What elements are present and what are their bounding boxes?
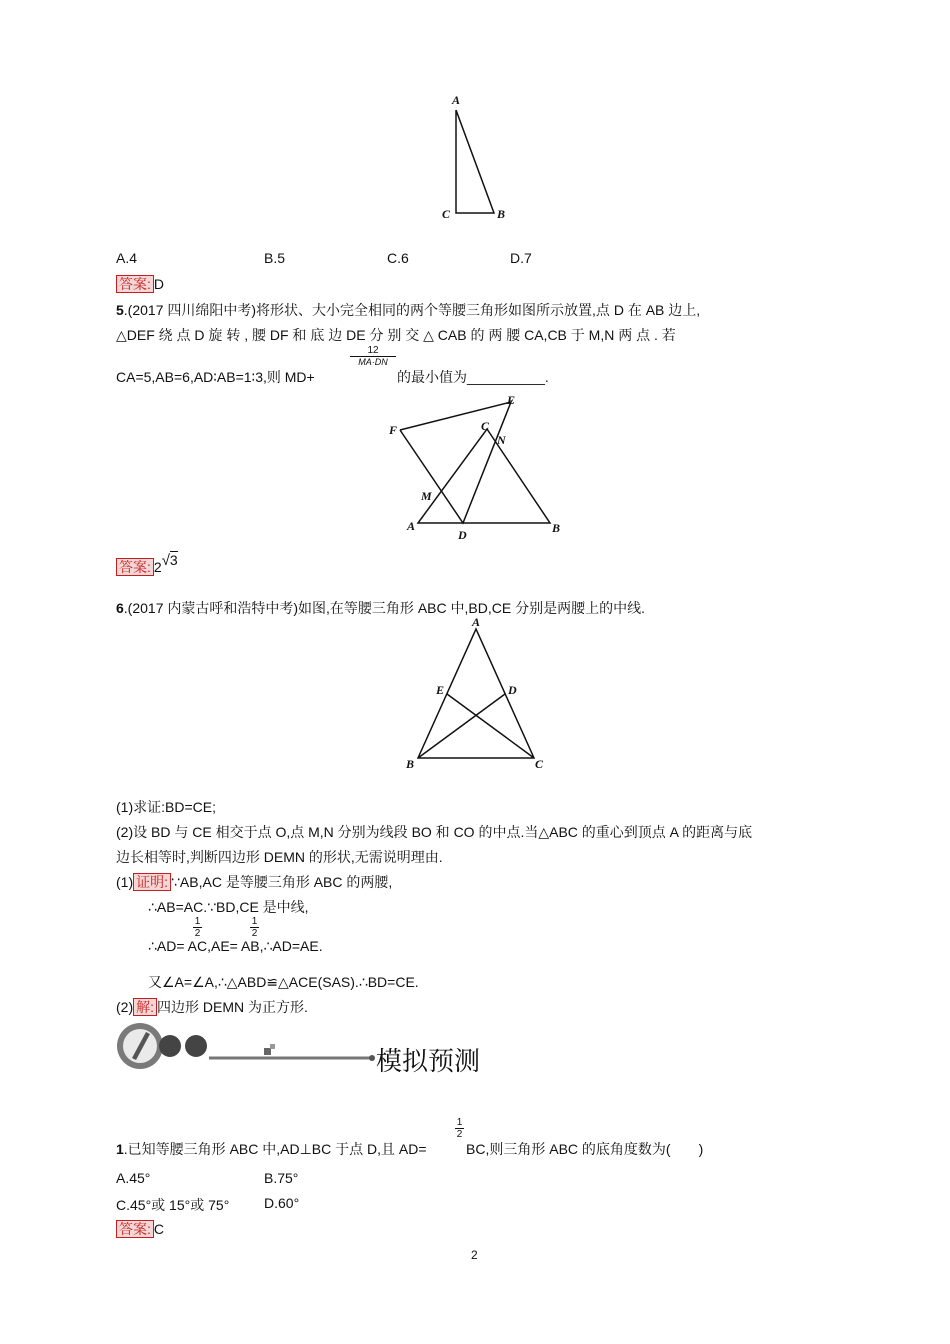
q5-source: .(2017 四川绵阳中考) bbox=[123, 302, 257, 318]
square-icon bbox=[264, 1048, 271, 1055]
m1-stem-pre: .已知等腰三角形 ABC 中,AD⊥BC 于点 D,且 AD= bbox=[123, 1141, 427, 1157]
answer-tag: 答案: bbox=[116, 1220, 154, 1238]
q5-label-e: E bbox=[507, 393, 516, 407]
q6-label-b: B bbox=[406, 757, 415, 771]
half-den: 2 bbox=[194, 928, 201, 939]
section-banner bbox=[114, 1020, 514, 1080]
m1-fraction bbox=[455, 1117, 464, 1140]
q4-option-c: C.6 bbox=[387, 250, 409, 266]
m1-stem bbox=[116, 1139, 427, 1159]
q6-number: 6 bbox=[116, 600, 124, 616]
q6-label-c: C bbox=[535, 757, 544, 771]
q4-triangle bbox=[456, 110, 494, 213]
half-num: 1 bbox=[251, 916, 258, 927]
q6-label-e: E bbox=[436, 683, 445, 697]
q4-label-c: C bbox=[442, 207, 451, 221]
q4-option-d: D.7 bbox=[510, 250, 532, 266]
q5-frac-num: 12 bbox=[350, 345, 396, 357]
q5-line3-post: 的最小值为 bbox=[397, 369, 467, 385]
m1-answer: C bbox=[153, 1221, 165, 1237]
q5-fraction bbox=[350, 345, 396, 367]
q5-label-c: C bbox=[481, 419, 490, 433]
q5-figure bbox=[385, 390, 575, 545]
q5-line3-pre: CA=5,AB=6,AD∶AB=1∶3,则 MD+ bbox=[116, 369, 315, 385]
q6-part2-line1: (2)设 BD 与 CE 相交于点 O,点 M,N 分别为线段 BO 和 CO 的中点.当△ABC 的重心到顶点 A 的距离与底 bbox=[116, 824, 753, 840]
q6-stem-text: 如图,在等腰三角形 ABC 中,BD,CE 分别是两腰上的中线. bbox=[298, 600, 645, 616]
proof-tag: 证明: bbox=[133, 873, 171, 891]
q4-label-a: A bbox=[452, 93, 461, 107]
half-num: 1 bbox=[194, 916, 201, 927]
m1-answer-row bbox=[116, 1220, 164, 1238]
q6-sol1-line3: ∴AD= AC,AE= AB,∴AD=AE. bbox=[148, 938, 323, 954]
q6-median-ce bbox=[447, 694, 534, 758]
q6-label-a: A bbox=[472, 615, 481, 629]
q5-line2: △DEF 绕 点 D 旋 转 , 腰 DF 和 底 边 DE 分 别 交 △ CAB 的 两 腰 CA,CB 于 M,N 两 点 . 若 bbox=[116, 327, 676, 343]
m1-option-c: C.45°或 15°或 75° bbox=[116, 1197, 230, 1213]
q5-label-n: N bbox=[497, 433, 506, 447]
q5-label-d: D bbox=[458, 528, 467, 542]
q5-number: 5 bbox=[116, 302, 124, 318]
q6-sol1-row bbox=[116, 872, 392, 892]
m1-option-a: A.45° bbox=[116, 1170, 151, 1186]
q6-part2-line2: 边长相等时,判断四边形 DEMN 的形状,无需说明理由. bbox=[116, 849, 443, 865]
q4-figure bbox=[430, 90, 520, 225]
q5-label-a: A bbox=[407, 519, 416, 533]
q4-option-b: B.5 bbox=[264, 250, 286, 266]
q5-label-m: M bbox=[421, 489, 432, 503]
m1-frac-num: 1 bbox=[456, 1117, 463, 1128]
m1-number: 1 bbox=[116, 1141, 124, 1157]
dot-icon bbox=[159, 1035, 181, 1057]
radical-icon: √ bbox=[161, 552, 170, 569]
q4-option-a: A.4 bbox=[116, 250, 138, 266]
q5-line1 bbox=[116, 300, 700, 320]
q4-answer-row bbox=[116, 275, 164, 293]
q6-sol2-text: 四边形 DEMN 为正方形. bbox=[157, 999, 308, 1015]
q6-sol1-prefix: (1) bbox=[116, 874, 134, 890]
q4-label-b: B bbox=[497, 207, 506, 221]
q5-label-f: F bbox=[389, 423, 398, 437]
q6-sol2-prefix: (2) bbox=[116, 999, 134, 1015]
m1-option-b: B.75° bbox=[264, 1170, 299, 1186]
q6-median-bd bbox=[418, 694, 505, 758]
q5-line3 bbox=[116, 367, 315, 387]
half-fraction bbox=[250, 916, 259, 939]
answer-tag: 答案: bbox=[116, 558, 154, 576]
answer-tag: 答案: bbox=[116, 275, 154, 293]
half-fraction bbox=[193, 916, 202, 939]
q5-triangle-cab bbox=[418, 429, 550, 523]
q5-period: . bbox=[544, 369, 549, 385]
q6-source: .(2017 内蒙古呼和浩特中考) bbox=[123, 600, 299, 616]
solution-tag: 解: bbox=[133, 998, 157, 1016]
q6-sol1-line4: 又∠A=∠A,∴△ABD≌△ACE(SAS).∴BD=CE. bbox=[148, 974, 419, 990]
half-den: 2 bbox=[251, 928, 258, 939]
q5-line3-tail bbox=[397, 367, 549, 387]
q5-frac-den: MA·DN bbox=[358, 357, 388, 367]
m1-option-d: D.60° bbox=[264, 1195, 300, 1211]
q5-answer: 2 bbox=[153, 559, 162, 575]
dot-icon bbox=[185, 1035, 207, 1057]
q4-answer: D bbox=[153, 276, 165, 292]
q6-sol1-line2: ∴AB=AC.∵BD,CE 是中线, bbox=[148, 899, 309, 915]
q6-part1: (1)求证:BD=CE; bbox=[116, 799, 216, 815]
q6-label-d: D bbox=[508, 683, 517, 697]
q5-line1-text: 将形状、大小完全相同的两个等腰三角形如图所示放置,点 D 在 AB 边上, bbox=[256, 302, 701, 318]
q5-blank: __________ bbox=[467, 369, 545, 385]
q5-answer-row bbox=[116, 552, 178, 576]
q6-sol2-row bbox=[116, 997, 308, 1017]
q6-figure bbox=[400, 612, 550, 777]
banner-title: 模拟预测 bbox=[376, 1047, 481, 1077]
page-number: 2 bbox=[471, 1248, 478, 1262]
q5-label-b: B bbox=[552, 521, 561, 535]
m1-frac-den: 2 bbox=[456, 1129, 463, 1140]
q5-answer-radicand: 3 bbox=[169, 552, 178, 568]
m1-stem-post: BC,则三角形 ABC 的底角度数为( ) bbox=[466, 1141, 704, 1157]
q6-stem bbox=[116, 598, 645, 618]
q6-sol1-line1: ∵AB,AC 是等腰三角形 ABC 的两腰, bbox=[171, 874, 393, 890]
q5-triangle-def bbox=[400, 402, 511, 523]
